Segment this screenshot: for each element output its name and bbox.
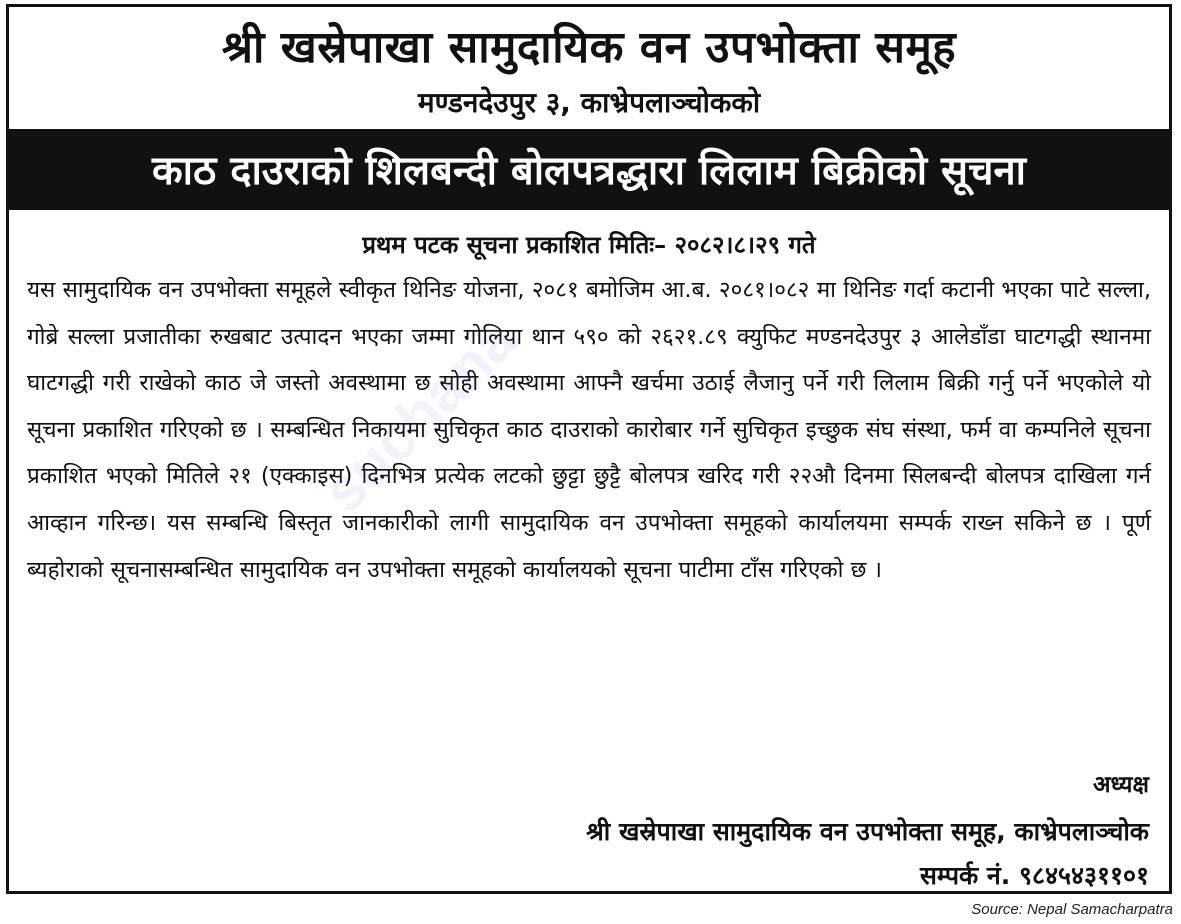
watermark-logo: suchana	[309, 305, 530, 526]
org-name-heading: श्री खस्रेपाखा सामुदायिक वन उपभोक्ता समूह	[221, 22, 957, 73]
notice-frame	[6, 4, 1172, 894]
contact-number: सम्पर्क नं. ९८४५४३११०१	[919, 861, 1149, 890]
publication-date: प्रथम पटक सूचना प्रकाशित मितिः– २०८२।८।२९ गते	[362, 231, 816, 259]
notice-header	[9, 7, 1169, 132]
source-credit: Source: Nepal Samacharpatra	[971, 901, 1173, 918]
signatory-role: अध्यक्ष	[1092, 772, 1149, 798]
org-address: मण्डनदेउपुर ३, काभ्रेपलाञ्चोकको	[417, 86, 761, 119]
notice-body: यस सामुदायिक वन उपभोक्ता समूहले स्वीकृत थिनिङ योजना, २०८१ बमोजिम आ.ब. २०८१।०८२ मा थिनिङ गर्दा कटानी भएका पाटे सल्ला, गोब्रे सल्ला प्रजातीका रुखबाट उत्पादन भएका जम्मा गोलिया थान ५९० को २६२१.८९ क्युफिट मण्डनदेउपुर ३ आलेडाँडा घाटगद्धी स्थानमा घाटगद्धी गरी राखेको काठ जे जस्तो अवस्थामा छ सोही अवस्थामा आफ्नै खर्चमा उठाई लैजानु पर्ने गरी लिलाम बिक्री गर्नु पर्ने भएकोले यो सूचना प्रकाशित गरिएको छ । सम्बन्धित निकायमा सुचिकृत काठ दाउराको कारोबार गर्ने सुचिकृत इच्छुक संघ संस्था, फर्म वा कम्पनिले सूचना प्रकाशित भएको मितिले २१ (एक्काइस) दिनभित्र प्रत्येक लटको छुट्टा छुट्टै बोलपत्र खरिद गरी २२औ दिनमा सिलबन्दी बोलपत्र दाखिला गर्न आव्हान गरिन्छ। यस सम्बन्धि बिस्तृत जानकारीको लागी सामुदायिक वन उपभोक्ता समूहको कार्यालयमा सम्पर्क राख्न सकिने छ । पूर्ण ब्यहोराको सूचनासम्बन्धित सामुदायिक वन उपभोक्ता समूहको कार्यालयको सूचना पाटीमा टाँस गरिएको छ ।	[27, 277, 1151, 583]
signatory-org: श्री खस्रेपाखा सामुदायिक वन उपभोक्ता समूह, काभ्रेपलाञ्चोक	[586, 817, 1149, 846]
notice-title-banner: काठ दाउराको शिलबन्दी बोलपत्रद्धारा लिलाम बिक्रीको सूचना	[9, 132, 1169, 210]
